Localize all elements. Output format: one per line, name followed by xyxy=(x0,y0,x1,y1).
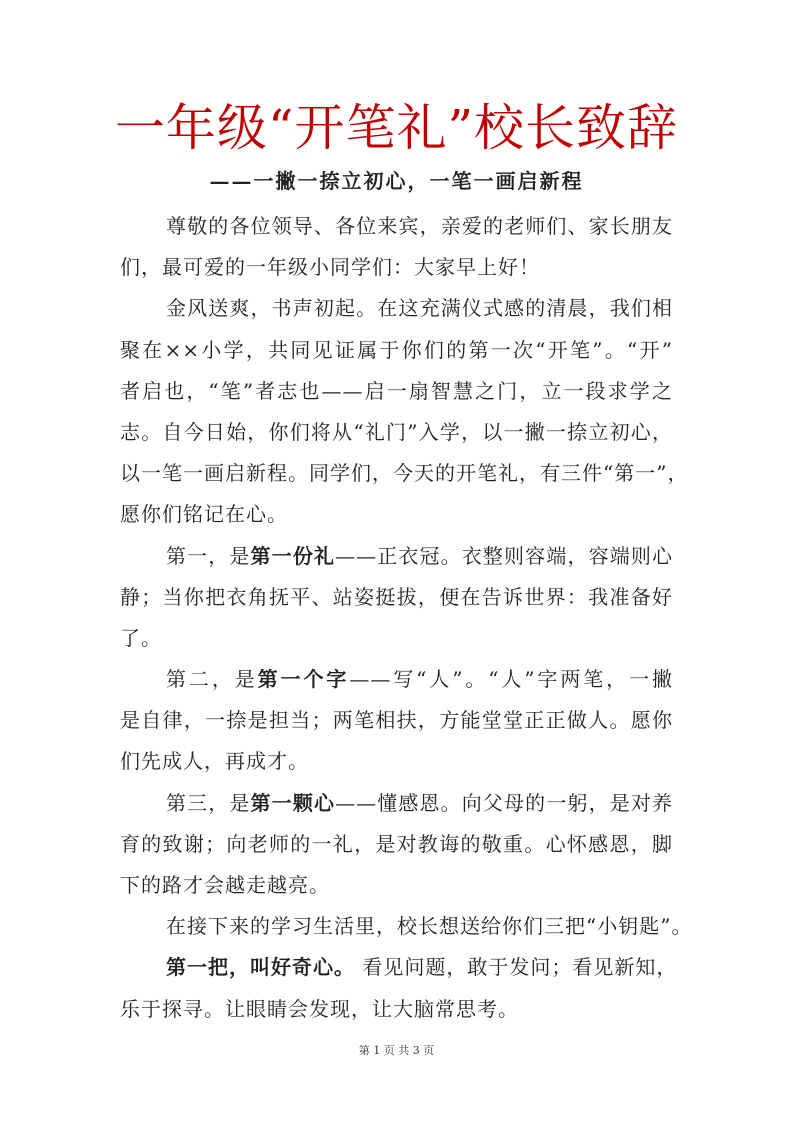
text-segment: 志。自今日始，你们将从“礼门”入学，以一撇一捺立初心， xyxy=(120,419,673,444)
document-body xyxy=(120,206,693,1030)
text-line xyxy=(120,494,673,535)
text-line xyxy=(120,741,673,782)
text-segment: ——写“人”。“人”字两笔，一撇 xyxy=(349,667,673,692)
text-segment: 是自律，一捺是担当；两笔相扶，方能堂堂正正做人。愿你 xyxy=(120,708,673,733)
text-line xyxy=(120,906,693,947)
text-line xyxy=(120,206,673,247)
page-footer: 第 1 页 共 3 页 xyxy=(358,1044,435,1057)
bold-text: 第一把，叫好奇心。 xyxy=(166,955,355,980)
text-line xyxy=(120,412,673,453)
text-segment: 聚在××小学，共同见证属于你们的第一次“开笔”。“开” xyxy=(120,337,673,362)
text-segment: 金风送爽，书声初起。在这充满仪式感的清晨，我们相 xyxy=(166,296,673,321)
text-segment: 了。 xyxy=(120,625,162,650)
text-segment: 看见问题，敢于发问；看见新知， xyxy=(355,955,678,980)
text-line xyxy=(120,577,673,618)
text-segment: 们先成人，再成才。 xyxy=(120,749,309,774)
text-line xyxy=(120,371,673,412)
text-segment: 在接下来的学习生活里，校长想送给你们三把“小钥匙”。 xyxy=(166,914,693,939)
text-segment: 第三，是 xyxy=(166,790,251,815)
text-line xyxy=(120,865,673,906)
text-line xyxy=(120,453,689,494)
text-segment: 第一，是 xyxy=(166,543,251,568)
text-line xyxy=(120,989,673,1030)
bold-text: 第一颗心 xyxy=(250,790,336,815)
document-subtitle: ——一撇一捺立初心，一笔一画启新程 xyxy=(209,169,584,193)
text-line xyxy=(120,783,673,824)
text-segment: 愿你们铭记在心。 xyxy=(120,502,288,527)
text-line xyxy=(120,288,673,329)
text-segment: 第二，是 xyxy=(166,667,258,692)
text-segment: 尊敬的各位领导、各位来宾，亲爱的老师们、家长朋友 xyxy=(166,214,673,238)
text-segment: 下的路才会越走越亮。 xyxy=(120,873,330,897)
text-line xyxy=(120,947,678,988)
text-segment: 育的致谢；向老师的一礼，是对教诲的敬重。心怀感恩，脚 xyxy=(120,831,673,856)
text-segment: 乐于探寻。让眼睛会发现，让大脑常思考。 xyxy=(120,996,519,1021)
text-segment: 以一笔一画启新程。同学们，今天的开笔礼，有三件“第一”， xyxy=(120,461,689,486)
bold-text: 第一个字 xyxy=(257,667,350,692)
text-line xyxy=(120,618,673,659)
text-segment: 们，最可爱的一年级小同学们：大家早上好！ xyxy=(120,255,540,280)
text-segment: 者启也，“笔”者志也——启一扇智慧之门，立一段求学之 xyxy=(120,378,673,403)
text-line xyxy=(120,824,673,865)
text-line xyxy=(120,247,673,288)
text-segment: ——正衣冠。衣整则容端，容端则心 xyxy=(335,543,674,568)
text-segment: 静；当你把衣角抚平、站姿挺拔，便在告诉世界：我准备好 xyxy=(120,584,673,609)
text-segment: ——懂感恩。向父母的一躬，是对养 xyxy=(335,790,674,815)
text-line xyxy=(120,330,673,371)
document-title: 一年级“开笔礼”校长致辞 xyxy=(114,99,679,157)
text-line xyxy=(120,659,673,700)
bold-text: 第一份礼 xyxy=(250,543,336,568)
text-line xyxy=(120,536,673,577)
text-line xyxy=(120,700,673,741)
